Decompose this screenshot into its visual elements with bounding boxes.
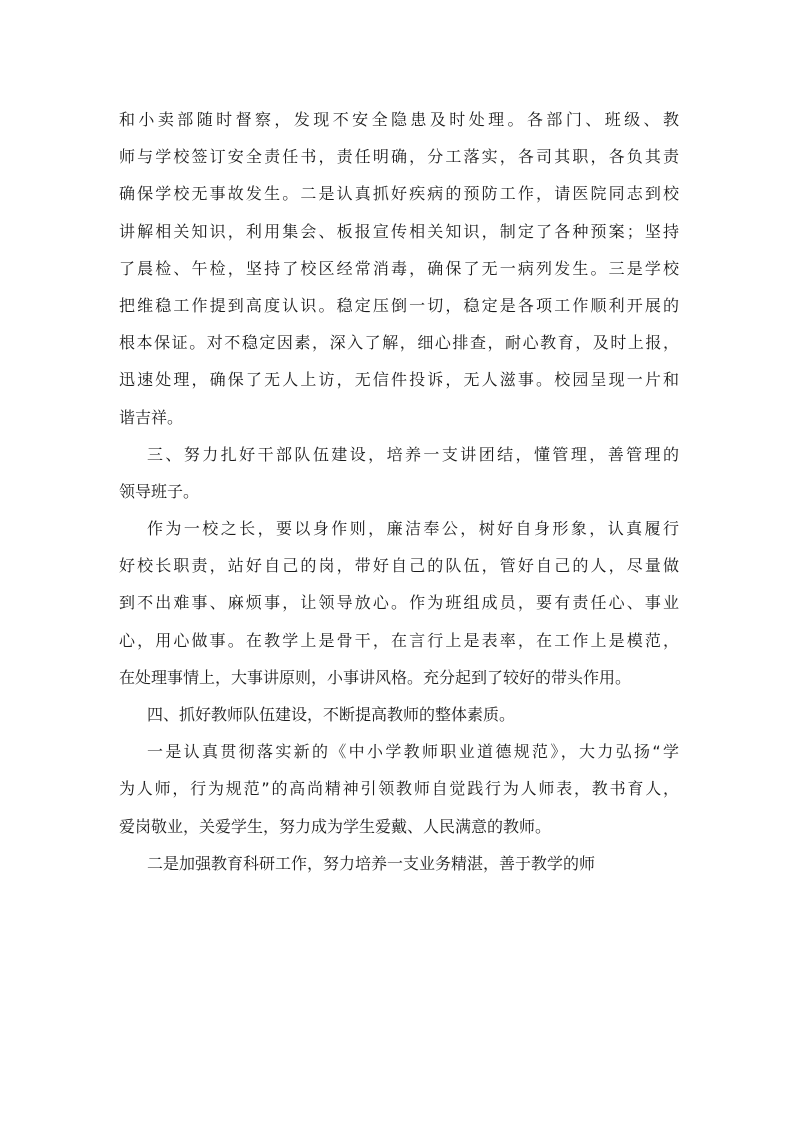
text-line: 根本保证。对不稳定因素，深入了解，细心排查，耐心教育，及时上报，	[119, 333, 679, 353]
text-line: 讲解相关知识，利用集会、板报宣传相关知识，制定了各种预案；坚持	[119, 221, 679, 241]
document-body	[119, 101, 679, 882]
section-heading-four	[119, 696, 679, 733]
text-line: 师与学校签订安全责任书，责任明确，分工落实，各司其职，各负其责	[119, 147, 679, 167]
text-line: 为人师，行为规范”的高尚精神引领教师自觉践行为人师表，教书育人，	[119, 779, 679, 799]
text-line: 谐吉祥。	[119, 407, 184, 427]
section-heading-three	[119, 436, 679, 510]
text-line: 好校长职责，站好自己的岗，带好自己的队伍，管好自己的人，尽量做	[119, 556, 679, 576]
paragraph	[119, 845, 679, 882]
text-line: 二是加强教育科研工作，努力培养一支业务精湛，善于教学的师	[147, 853, 596, 873]
text-line: 和小卖部随时督察，发现不安全隐患及时处理。各部门、班级、教	[119, 110, 679, 129]
text-line: 爱岗敬业，关爱学生，努力成为学生爱戴、人民满意的教师。	[119, 816, 552, 836]
text-line: 确保学校无事故发生。二是认真抓好疾病的预防工作，请医院同志到校	[119, 184, 679, 204]
text-line: 心，用心做事。在教学上是骨干，在言行上是表率，在工作上是模范，	[119, 630, 679, 650]
text-line: 领导班子。	[119, 481, 200, 501]
text-line: 三、努力扎好干部队伍建设，培养一支讲团结，懂管理，善管理的	[147, 444, 679, 464]
paragraph	[119, 510, 679, 696]
paragraph	[119, 101, 679, 436]
text-line: 把维稳工作提到高度认识。稳定压倒一切，稳定是各项工作顺利开展的	[119, 295, 679, 315]
text-line: 作为一校之长，要以身作则，廉洁奉公，树好自身形象，认真履行	[147, 519, 679, 539]
text-line: 到不出难事、麻烦事，让领导放心。作为班组成员，要有责任心、事业	[119, 593, 679, 613]
text-line: 一是认真贯彻落实新的《中小学教师职业道德规范》，大力弘扬“学	[147, 742, 679, 762]
paragraph	[119, 733, 679, 845]
text-line: 了晨检、午检，坚持了校区经常消毒，确保了无一病列发生。三是学校	[119, 258, 679, 278]
text-line: 四、抓好教师队伍建设，不断提高教师的整体素质。	[147, 705, 516, 724]
text-line: 在处理事情上，大事讲原则，小事讲风格。充分起到了较好的带头作用。	[119, 667, 632, 687]
text-line: 迅速处理，确保了无人上访，无信件投诉，无人滋事。校园呈现一片和	[119, 370, 679, 390]
